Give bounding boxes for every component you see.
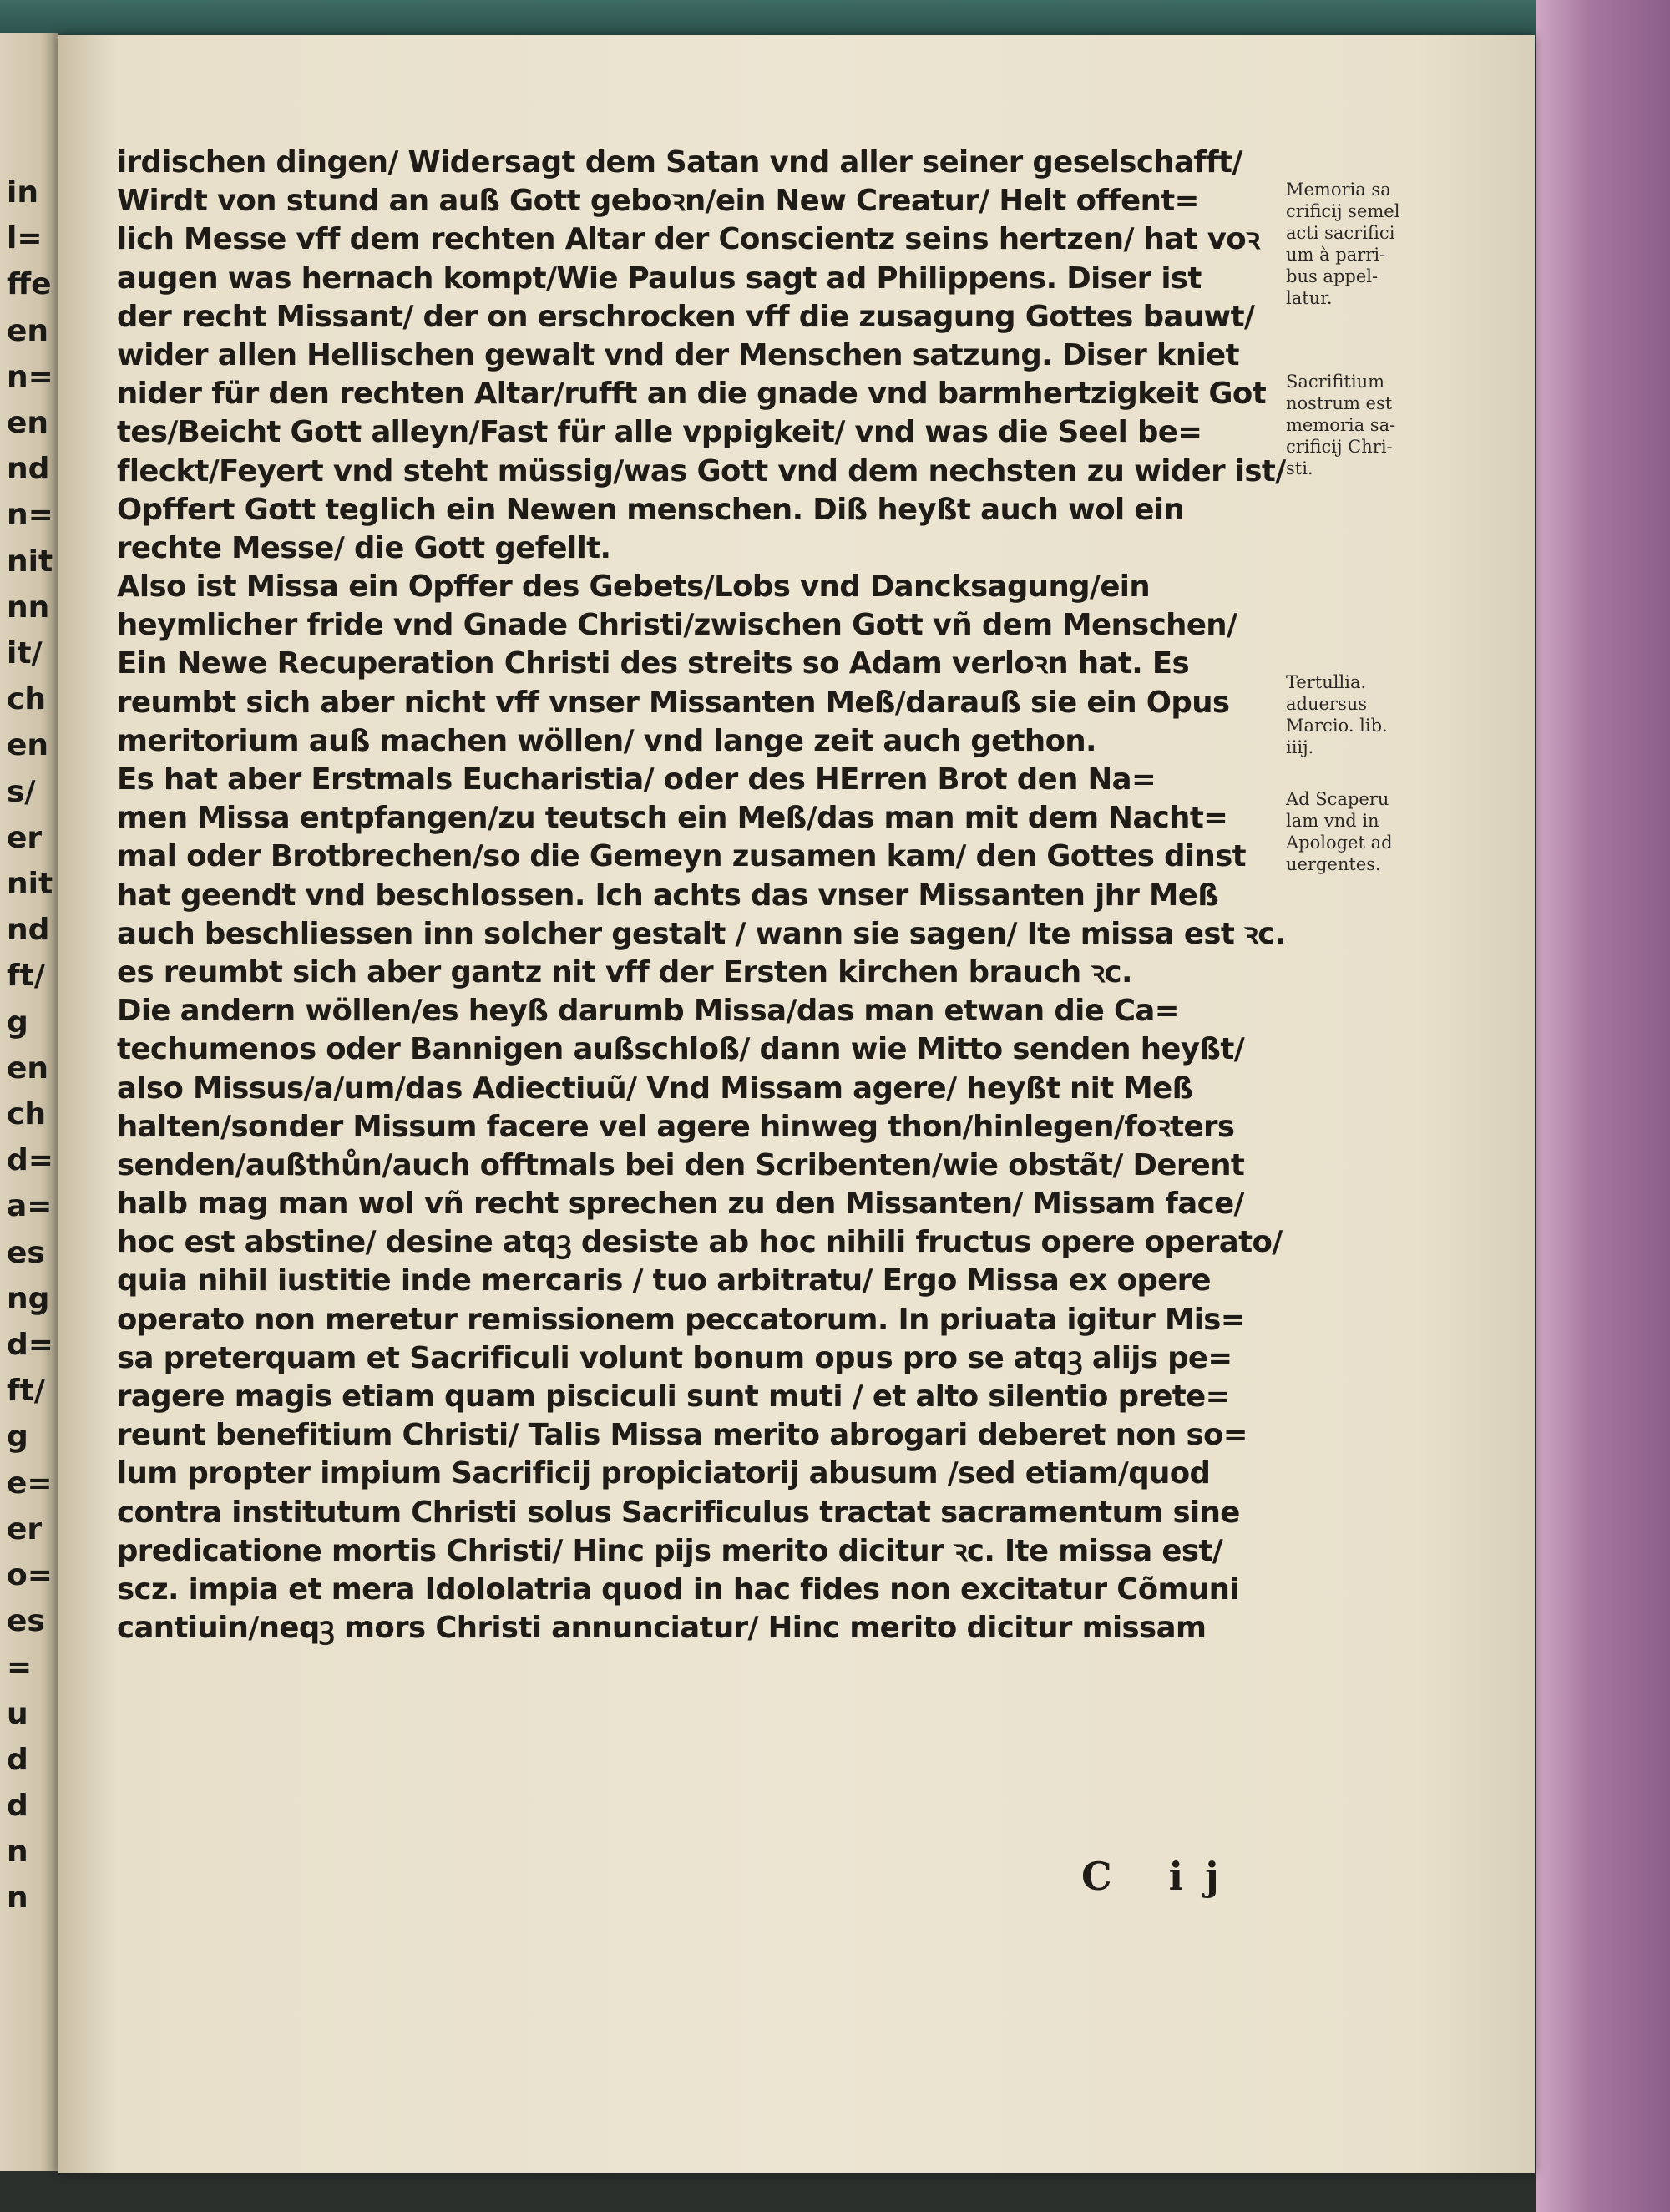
- facing-page-text-fragment: n=: [7, 498, 53, 533]
- facing-page-text-fragment: g: [7, 1420, 28, 1455]
- facing-page-text-fragment: nd: [7, 913, 50, 948]
- facing-page-text-fragment: en: [7, 1050, 49, 1086]
- facing-page-text-fragment: e=: [7, 1465, 53, 1501]
- marginal-note-line: Apologet ad: [1286, 833, 1393, 853]
- facing-page-text-fragment: nn: [7, 590, 50, 625]
- marginal-note-line: nostrum est: [1286, 393, 1393, 413]
- marginal-note: [1286, 671, 1388, 758]
- facing-page-text-fragment: nit: [7, 544, 53, 579]
- marginal-note-line: aduersus: [1286, 694, 1368, 714]
- facing-page-text-fragment: ng: [7, 1281, 50, 1316]
- marginal-note-line: memoria sa-: [1286, 415, 1396, 435]
- text-line: also Missus/a/um/das Adiectiuũ/ Vnd Missam agere/ heyßt nit Meß: [117, 1071, 1193, 1106]
- facing-page-text-fragment: es: [7, 1604, 45, 1639]
- facing-page-text-fragment: s/: [7, 774, 36, 809]
- marginal-note-line: Tertullia.: [1286, 672, 1367, 692]
- facing-page-text-fragment: d: [7, 1742, 28, 1777]
- text-line: lich Messe vff dem rechten Altar der Conscientz seins hertzen/ hat voꝛ: [117, 222, 1260, 257]
- marginal-note: [1286, 179, 1399, 309]
- text-line: der recht Missant/ der on erschrocken vff die zusagung Gottes bauwt/: [117, 299, 1255, 334]
- text-line: techumenos oder Bannigen außschloß/ dann wie Mitto senden heyßt/: [117, 1032, 1245, 1067]
- text-line: Opffert Gott teglich ein Newen menschen. Diß heyßt auch wol ein: [117, 492, 1185, 527]
- facing-page-text-fragment: er: [7, 1511, 43, 1546]
- text-line: men Missa entpfangen/zu teutsch ein Meß/das man mit dem Nacht=: [117, 801, 1228, 836]
- facing-page-text-fragment: ft/: [7, 1374, 46, 1409]
- text-line: ragere magis etiam quam pisciculi sunt muti / et alto silentio prete=: [117, 1379, 1230, 1414]
- facing-page-text-fragment: en: [7, 728, 49, 763]
- text-line: mal oder Brotbrechen/so die Gemeyn zusamen kam/ den Gottes dinst: [117, 839, 1247, 874]
- marginal-note-line: crificij semel: [1286, 201, 1400, 221]
- facing-page-text-fragment: it/: [7, 636, 43, 671]
- text-line: quia nihil iustitie inde mercaris / tuo arbitratu/ Ergo Missa ex opere: [117, 1263, 1212, 1298]
- marginal-note-line: Marcio. lib.: [1286, 716, 1388, 736]
- text-line: reunt benefitium Christi/ Talis Missa merito abrogari deberet non so=: [117, 1418, 1247, 1453]
- facing-page-text-fragment: nit: [7, 867, 53, 901]
- facing-page-text-fragment: nd: [7, 452, 50, 487]
- text-line: halb mag man wol vñ recht sprechen zu den Missanten/ Missam face/: [117, 1187, 1244, 1222]
- book-right-edge: [1536, 0, 1670, 2212]
- marginal-note-line: iiij.: [1286, 737, 1314, 757]
- text-line: tes/Beicht Gott alleyn/Fast für alle vppigkeit/ vnd was die Seel be=: [117, 415, 1202, 450]
- text-line: Es hat aber Erstmals Eucharistia/ oder des HErren Brot den Na=: [117, 762, 1156, 797]
- marginal-note-line: acti sacrifici: [1286, 223, 1395, 243]
- text-line: heymlicher fride vnd Gnade Christi/zwischen Gott vñ dem Menschen/: [117, 608, 1237, 643]
- facing-page-text-fragment: n: [7, 1835, 28, 1870]
- text-line: senden/außthůn/auch offtmals bei den Scribenten/wie obstãt/ Derent: [117, 1147, 1245, 1182]
- marginal-note-line: Ad Scaperu: [1286, 789, 1389, 809]
- text-line: contra institutum Christi solus Sacrificulus tractat sacramentum sine: [117, 1495, 1240, 1530]
- facing-page-text-fragment: u: [7, 1696, 28, 1731]
- facing-page-text-fragment: n=: [7, 359, 53, 394]
- marginal-note-line: latur.: [1286, 288, 1333, 308]
- facing-page-text-fragment: g: [7, 1005, 28, 1040]
- marginal-note-line: uergentes.: [1286, 854, 1381, 874]
- text-line: nider für den rechten Altar/rufft an die gnade vnd barmhertzigkeit Got: [117, 377, 1267, 412]
- text-line: auch beschliessen inn solcher gestalt / wann sie sagen/ Ite missa est ꝛc.: [117, 916, 1286, 951]
- text-line: fleckt/Feyert vnd steht müssig/was Gott vnd dem nechsten zu wider ist/: [117, 453, 1286, 488]
- marginal-note-line: um à parri-: [1286, 245, 1386, 265]
- facing-page-text-fragment: d=: [7, 1143, 53, 1178]
- marginal-note: [1286, 788, 1393, 875]
- facing-page-text-fragment: ft/: [7, 959, 46, 994]
- facing-page-text-fragment: n: [7, 1880, 28, 1916]
- book-page: [58, 35, 1535, 2173]
- text-line: cantiuin/neqꝫ mors Christi annunciatur/ Hinc merito dicitur missam: [117, 1611, 1207, 1646]
- facing-page-text-fragment: ch: [7, 682, 46, 717]
- text-line: hat geendt vnd beschlossen. Ich achts das vnser Missanten jhr Meß: [117, 878, 1219, 913]
- text-line: Die andern wöllen/es heyß darumb Missa/das man etwan die Ca=: [117, 994, 1179, 1029]
- facing-page-text-fragment: es: [7, 1235, 45, 1270]
- text-line: augen was hernach kompt/Wie Paulus sagt ad Philippens. Diser ist: [117, 261, 1202, 296]
- marginal-note-line: Memoria sa: [1286, 180, 1391, 200]
- facing-page-text-fragment: en: [7, 313, 49, 348]
- text-line: Ein Newe Recuperation Christi des streits so Adam verloꝛn hat. Es: [117, 646, 1190, 681]
- marginal-note-line: lam vnd in: [1286, 811, 1379, 831]
- facing-page-text-fragment: =: [7, 1650, 33, 1685]
- text-line: wider allen Hellischen gewalt vnd der Menschen satzung. Diser kniet: [117, 337, 1240, 372]
- marginal-note-line: Sacrifitium: [1286, 372, 1385, 392]
- text-line: Wirdt von stund an auß Gott geboꝛn/ein New Creatur/ Helt offent=: [117, 184, 1199, 219]
- text-line: rechte Messe/ die Gott gefellt.: [117, 530, 611, 565]
- main-text-block: [117, 144, 1328, 1648]
- text-line: hoc est abstine/ desine atqꝫ desiste ab hoc nihili fructus opere operato/: [117, 1225, 1283, 1260]
- facing-page-text-fragment: er: [7, 820, 43, 855]
- text-line: meritorium auß machen wöllen/ vnd lange zeit auch gethon.: [117, 723, 1096, 758]
- text-line: Also ist Missa ein Opffer des Gebets/Lobs vnd Dancksagung/ein: [117, 569, 1151, 605]
- text-line: operato non meretur remissionem peccatorum. In priuata igitur Mis=: [117, 1302, 1245, 1337]
- text-line: halten/sonder Missum facere vel agere hinweg thon/hinlegen/foꝛters: [117, 1109, 1235, 1144]
- facing-page-text-fragment: ffe: [7, 267, 52, 302]
- text-line: sa preterquam et Sacrificuli volunt bonum opus pro se atqꝫ alijs pe=: [117, 1340, 1232, 1375]
- facing-page-text-fragment: a=: [7, 1189, 53, 1224]
- marginal-note-line: crificij Chri-: [1286, 437, 1393, 457]
- text-line: predicatione mortis Christi/ Hinc pijs merito dicitur ꝛc. Ite missa est/: [117, 1533, 1223, 1568]
- text-line: irdischen dingen/ Widersagt dem Satan vnd aller seiner geselschafft/: [117, 145, 1242, 180]
- marginal-note-line: bus appel-: [1286, 266, 1379, 286]
- facing-page-fragment: [0, 33, 58, 2171]
- facing-page-text-fragment: ch: [7, 1097, 46, 1131]
- signature-mark: C ij: [1081, 1854, 1241, 1899]
- facing-page-text-fragment: in: [7, 175, 38, 210]
- text-line: es reumbt sich aber gantz nit vff der Ersten kirchen brauch ꝛc.: [117, 954, 1132, 990]
- text-line: reumbt sich aber nicht vff vnser Missanten Meß/darauß sie ein Opus: [117, 685, 1230, 720]
- facing-page-text-fragment: en: [7, 406, 49, 440]
- facing-page-text-fragment: d: [7, 1789, 28, 1823]
- marginal-note: [1286, 371, 1395, 479]
- facing-page-text-fragment: o=: [7, 1558, 53, 1592]
- facing-page-text-fragment: d=: [7, 1328, 53, 1362]
- text-line: lum propter impium Sacrificij propiciatorij abusum /sed etiam/quod: [117, 1456, 1211, 1491]
- facing-page-text-fragment: l=: [7, 221, 43, 256]
- text-line: scz. impia et mera Idololatria quod in hac fides non excitatur Cõmuni: [117, 1572, 1239, 1607]
- marginal-note-line: sti.: [1286, 458, 1313, 478]
